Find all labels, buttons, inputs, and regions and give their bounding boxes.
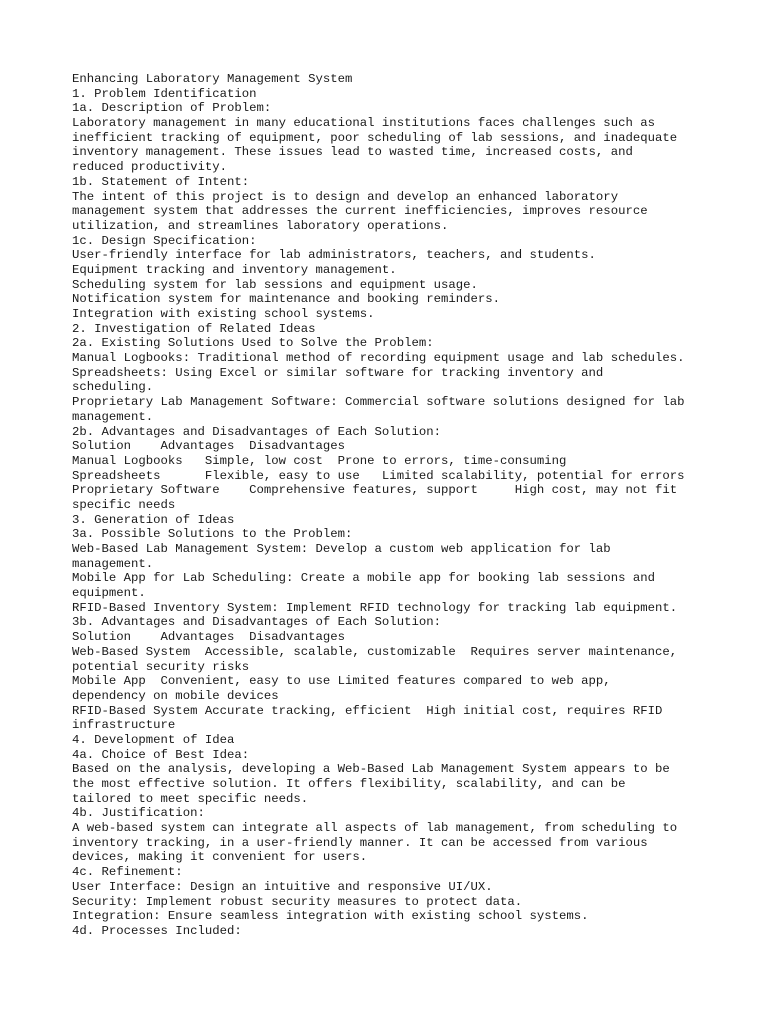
document-line: RFID-Based Inventory System: Implement RFID technology for tracking lab equipment. xyxy=(72,600,678,615)
document-line: management system that addresses the current inefficiencies, improves resource xyxy=(72,204,648,219)
document-line: A web-based system can integrate all aspects of lab management, from scheduling to xyxy=(72,821,678,836)
document-line: 4d. Processes Included: xyxy=(72,923,242,938)
document-line: Equipment tracking and inventory management. xyxy=(72,262,397,277)
document-line: specific needs xyxy=(72,497,176,512)
document-line: dependency on mobile devices xyxy=(72,688,279,703)
document-line: reduced productivity. xyxy=(72,160,227,175)
document-line: Proprietary Lab Management Software: Commercial software solutions designed for lab xyxy=(72,395,685,410)
document-line: Scheduling system for lab sessions and equipment usage. xyxy=(72,277,478,292)
document-line: 1a. Description of Problem: xyxy=(72,101,272,116)
document-line: The intent of this project is to design and develop an enhanced laboratory xyxy=(72,189,619,204)
document-line: 3b. Advantages and Disadvantages of Each Solution: xyxy=(72,615,441,630)
document-line: management. xyxy=(72,409,154,424)
document-line: 3. Generation of Ideas xyxy=(72,512,235,527)
document-line: inventory tracking, in a user-friendly manner. It can be accessed from various xyxy=(72,835,648,850)
document-line: potential security risks xyxy=(72,659,250,674)
document-line: Mobile App Convenient, easy to use Limited features compared to web app, xyxy=(72,674,611,689)
document-line: 2. Investigation of Related Ideas xyxy=(72,321,316,336)
document-line: 1b. Statement of Intent: xyxy=(72,174,250,189)
document-line: 3a. Possible Solutions to the Problem: xyxy=(72,527,353,542)
document-line: Security: Implement robust security measures to protect data. xyxy=(72,894,523,909)
document-line: Proprietary Software Comprehensive features, support High cost, may not fit xyxy=(72,483,678,498)
document-line: 4b. Justification: xyxy=(72,806,205,821)
document-body xyxy=(72,72,712,939)
document-line: Manual Logbooks: Traditional method of recording equipment usage and lab schedules. xyxy=(72,351,685,366)
document-line: Based on the analysis, developing a Web-Based Lab Management System appears to be xyxy=(72,762,670,777)
document-line: Integration: Ensure seamless integration with existing school systems. xyxy=(72,909,589,924)
document-line: tailored to meet specific needs. xyxy=(72,791,309,806)
document-line: scheduling. xyxy=(72,380,154,395)
document-line: Solution Advantages Disadvantages xyxy=(72,630,346,645)
document-line: Spreadsheets Flexible, easy to use Limited scalability, potential for errors xyxy=(72,468,685,483)
document-line: 4a. Choice of Best Idea: xyxy=(72,747,250,762)
document-line: devices, making it convenient for users. xyxy=(72,850,368,865)
document-line: infrastructure xyxy=(72,718,176,733)
document-line: Web-Based System Accessible, scalable, customizable Requires server maintenance, xyxy=(72,644,678,659)
document-line: utilization, and streamlines laboratory operations. xyxy=(72,218,449,233)
document-line: 4c. Refinement: xyxy=(72,865,183,880)
document-line: RFID-Based System Accurate tracking, efficient High initial cost, requires RFID xyxy=(72,703,663,718)
document-line: Manual Logbooks Simple, low cost Prone to errors, time-consuming xyxy=(72,453,567,468)
document-line: 2a. Existing Solutions Used to Solve the Problem: xyxy=(72,336,434,351)
document-line: Integration with existing school systems. xyxy=(72,307,375,321)
document-line: equipment. xyxy=(72,586,146,601)
document-line: 1c. Design Specification: xyxy=(72,233,257,248)
document-line: 2b. Advantages and Disadvantages of Each Solution: xyxy=(72,424,441,439)
document-line: management. xyxy=(72,556,154,571)
document-line: Web-Based Lab Management System: Develop a custom web application for lab xyxy=(72,542,611,556)
document-line: User-friendly interface for lab administrators, teachers, and students. xyxy=(72,248,596,263)
document-line: inventory management. These issues lead to wasted time, increased costs, and xyxy=(72,145,633,160)
document-line: Laboratory management in many educational institutions faces challenges such as xyxy=(72,116,655,131)
document-line: the most effective solution. It offers flexibility, scalability, and can be xyxy=(72,777,626,791)
document-line: 4. Development of Idea xyxy=(72,732,235,747)
document-line: 1. Problem Identification xyxy=(72,86,257,101)
document-line: Spreadsheets: Using Excel or similar software for tracking inventory and xyxy=(72,365,604,380)
document-line: Mobile App for Lab Scheduling: Create a mobile app for booking lab sessions and xyxy=(72,571,655,586)
document-line: inefficient tracking of equipment, poor scheduling of lab sessions, and inadequate xyxy=(72,130,678,145)
document-line: Enhancing Laboratory Management System xyxy=(72,72,353,86)
document-line: User Interface: Design an intuitive and responsive UI/UX. xyxy=(72,879,493,894)
document-line: Solution Advantages Disadvantages xyxy=(72,439,346,454)
document-line: Notification system for maintenance and booking reminders. xyxy=(72,292,501,307)
